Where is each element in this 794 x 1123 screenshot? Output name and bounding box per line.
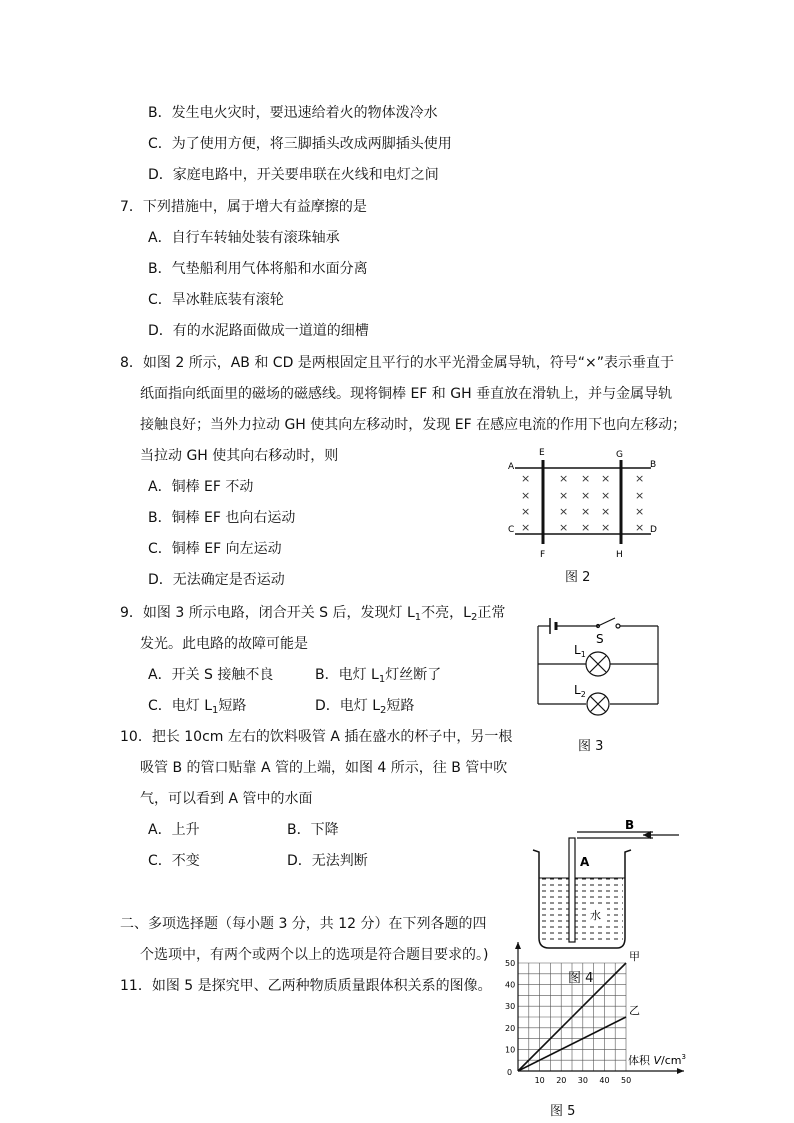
figure-2-caption: 图 2 [565, 570, 591, 585]
q8-stem-line2: 纸面指向纸面里的磁场的磁感线。现将铜棒 EF 和 GH 垂直放在滑轨上，并与金属导轨 [140, 386, 673, 402]
series-label-1: 乙 [629, 1004, 640, 1017]
q6-option-d: D．家庭电路中，开关要串联在火线和电灯之间 [148, 167, 439, 183]
y-tick-label: 40 [505, 980, 516, 990]
field-cross-3-4: × [635, 521, 645, 534]
q9-option-d: D．电灯 $L_2$短路 [315, 698, 415, 716]
field-cross-3-2: × [581, 521, 591, 534]
fig2-label-a: A [508, 462, 515, 472]
x-axis-arrow [677, 1068, 684, 1074]
fig2-label-e: E [539, 448, 545, 458]
q7-option-c: C．旱冰鞋底装有滚轮 [148, 292, 284, 308]
q10-option-d: D．无法判断 [287, 853, 368, 869]
figure-5-caption: 图 5 [550, 1104, 576, 1119]
q6-option-b: B．发生电火灾时，要迅速给着火的物体泼冷水 [148, 105, 438, 121]
field-cross-3-3: × [601, 521, 611, 534]
lamp-l1-label: $L_1$ [574, 643, 586, 659]
field-cross-1-4: × [635, 489, 645, 502]
switch-contact [616, 624, 620, 628]
field-cross-0-2: × [581, 472, 591, 485]
q8-option-c: C．铜棒 EF 向左运动 [148, 541, 282, 557]
q6-option-c: C．为了使用方便，将三脚插头改成两脚插头使用 [148, 136, 452, 152]
chart-x-axis-label: 体积 $V/cm^3$ [628, 1053, 686, 1067]
origin-label: 0 [507, 1068, 513, 1077]
x-tick-label: 40 [599, 1076, 610, 1085]
fig2-label-h: H [616, 550, 623, 560]
water-fill [541, 878, 623, 940]
q8-option-a: A．铜棒 EF 不动 [148, 479, 254, 495]
lamp-l2-symbol [586, 692, 610, 716]
field-cross-2-4: × [635, 505, 645, 518]
q9-option-b: B．电灯 $L_1$灯丝断了 [315, 667, 442, 685]
q7-stem: 7．下列措施中，属于增大有益摩擦的是 [120, 199, 367, 215]
field-cross-0-3: × [601, 472, 611, 485]
field-cross-0-1: × [559, 472, 569, 485]
y-tick-label: 50 [505, 959, 516, 968]
q10-stem-line3: 气，可以看到 A 管中的水面 [140, 791, 313, 807]
field-cross-2-1: × [559, 505, 569, 518]
y-tick-label: 10 [505, 1045, 516, 1055]
q10-option-c: C．不变 [148, 853, 200, 869]
figure-4-caption: 图 4 [568, 971, 594, 986]
field-cross-3-0: × [521, 521, 531, 534]
field-cross-2-2: × [581, 505, 591, 518]
field-cross-2-3: × [601, 505, 611, 518]
q9-option-a: A．开关 S 接触不良 [148, 667, 274, 683]
switch-label: S [596, 632, 604, 646]
y-tick-label: 30 [505, 1002, 516, 1012]
series-label-0: 甲 [629, 950, 640, 963]
field-cross-0-4: × [635, 472, 645, 485]
q7-option-d: D．有的水泥路面做成一道道的细槽 [148, 323, 369, 339]
x-tick-label: 10 [534, 1076, 545, 1085]
q9-option-c: C．电灯 $L_1$短路 [148, 698, 247, 716]
q7-option-b: B．气垫船利用气体将船和水面分离 [148, 261, 368, 277]
y-axis-arrow [515, 942, 521, 949]
q8-stem-line3: 接触良好；当外力拉动 GH 使其向左移动时，发现 EF 在感应电流的作用下也向左移动； [140, 417, 687, 433]
straw-a [569, 838, 575, 942]
lamp-l2-label: $L_2$ [574, 683, 586, 699]
figure-5-chart [496, 940, 696, 1092]
lamp-l1-icon [586, 652, 610, 676]
q10-option-a: A．上升 [148, 822, 200, 838]
fig2-label-b: B [650, 460, 657, 470]
fig2-label-g: G [616, 450, 623, 460]
section2-heading-line1: 二、多项选择题（每小题 3 分，共 12 分）在下列各题的四 [120, 916, 487, 932]
field-cross-1-3: × [601, 489, 611, 502]
fig2-label-f: F [540, 550, 546, 560]
fig2-label-c: C [508, 525, 515, 535]
magnetic-field-crosses [521, 472, 644, 534]
q10-option-b: B．下降 [287, 822, 339, 838]
section2-heading-line2: 个选项中，有两个或两个以上的选项是符合题目要求的。) [140, 947, 489, 963]
q10-stem-line1: 10．把长 10cm 左右的饮料吸管 A 插在盛水的杯子中，另一根 [120, 729, 513, 745]
field-cross-3-1: × [559, 521, 569, 534]
q8-stem-line4: 当拉动 GH 使其向右移动时，则 [140, 448, 339, 464]
q11-stem: 11．如图 5 是探究甲、乙两种物质质量跟体积关系的图像。 [120, 978, 492, 994]
y-tick-label: 20 [505, 1023, 516, 1033]
q9-stem-line1: 9．如图 3 所示电路，闭合开关 S 后，发现灯 $L_1$不亮，$L_2$正常 [120, 605, 506, 623]
fig2-label-d: D [650, 525, 657, 535]
q8-option-b: B．铜棒 EF 也向右运动 [148, 510, 296, 526]
figure-4-straws [525, 816, 685, 956]
x-tick-label: 30 [577, 1076, 588, 1085]
figure-2-rails [505, 444, 665, 562]
field-cross-2-0: × [521, 505, 531, 518]
q8-option-d: D．无法确定是否运动 [148, 572, 285, 588]
q9-stem-line2: 发光。此电路的故障可能是 [140, 636, 308, 652]
x-tick-label: 20 [556, 1076, 567, 1085]
straw-a-label: A [580, 855, 590, 869]
x-tick-label: 50 [621, 1076, 632, 1085]
q7-option-a: A．自行车转轴处装有滚珠轴承 [148, 230, 340, 246]
field-cross-1-2: × [581, 489, 591, 502]
field-cross-0-0: × [521, 472, 531, 485]
field-cross-1-1: × [559, 489, 569, 502]
water-label: 水 [590, 909, 601, 922]
straw-b-label: B [625, 818, 635, 832]
q10-stem-line2: 吸管 B 的管口贴靠 A 管的上端，如图 4 所示，往 B 管中吹 [140, 760, 508, 776]
figure-3-caption: 图 3 [578, 739, 604, 754]
field-cross-1-0: × [521, 489, 531, 502]
q8-stem-line1: 8．如图 2 所示，AB 和 CD 是两根固定且平行的水平光滑金属导轨，符号“×”表示垂直于 [120, 355, 675, 371]
switch-blade [598, 618, 615, 626]
